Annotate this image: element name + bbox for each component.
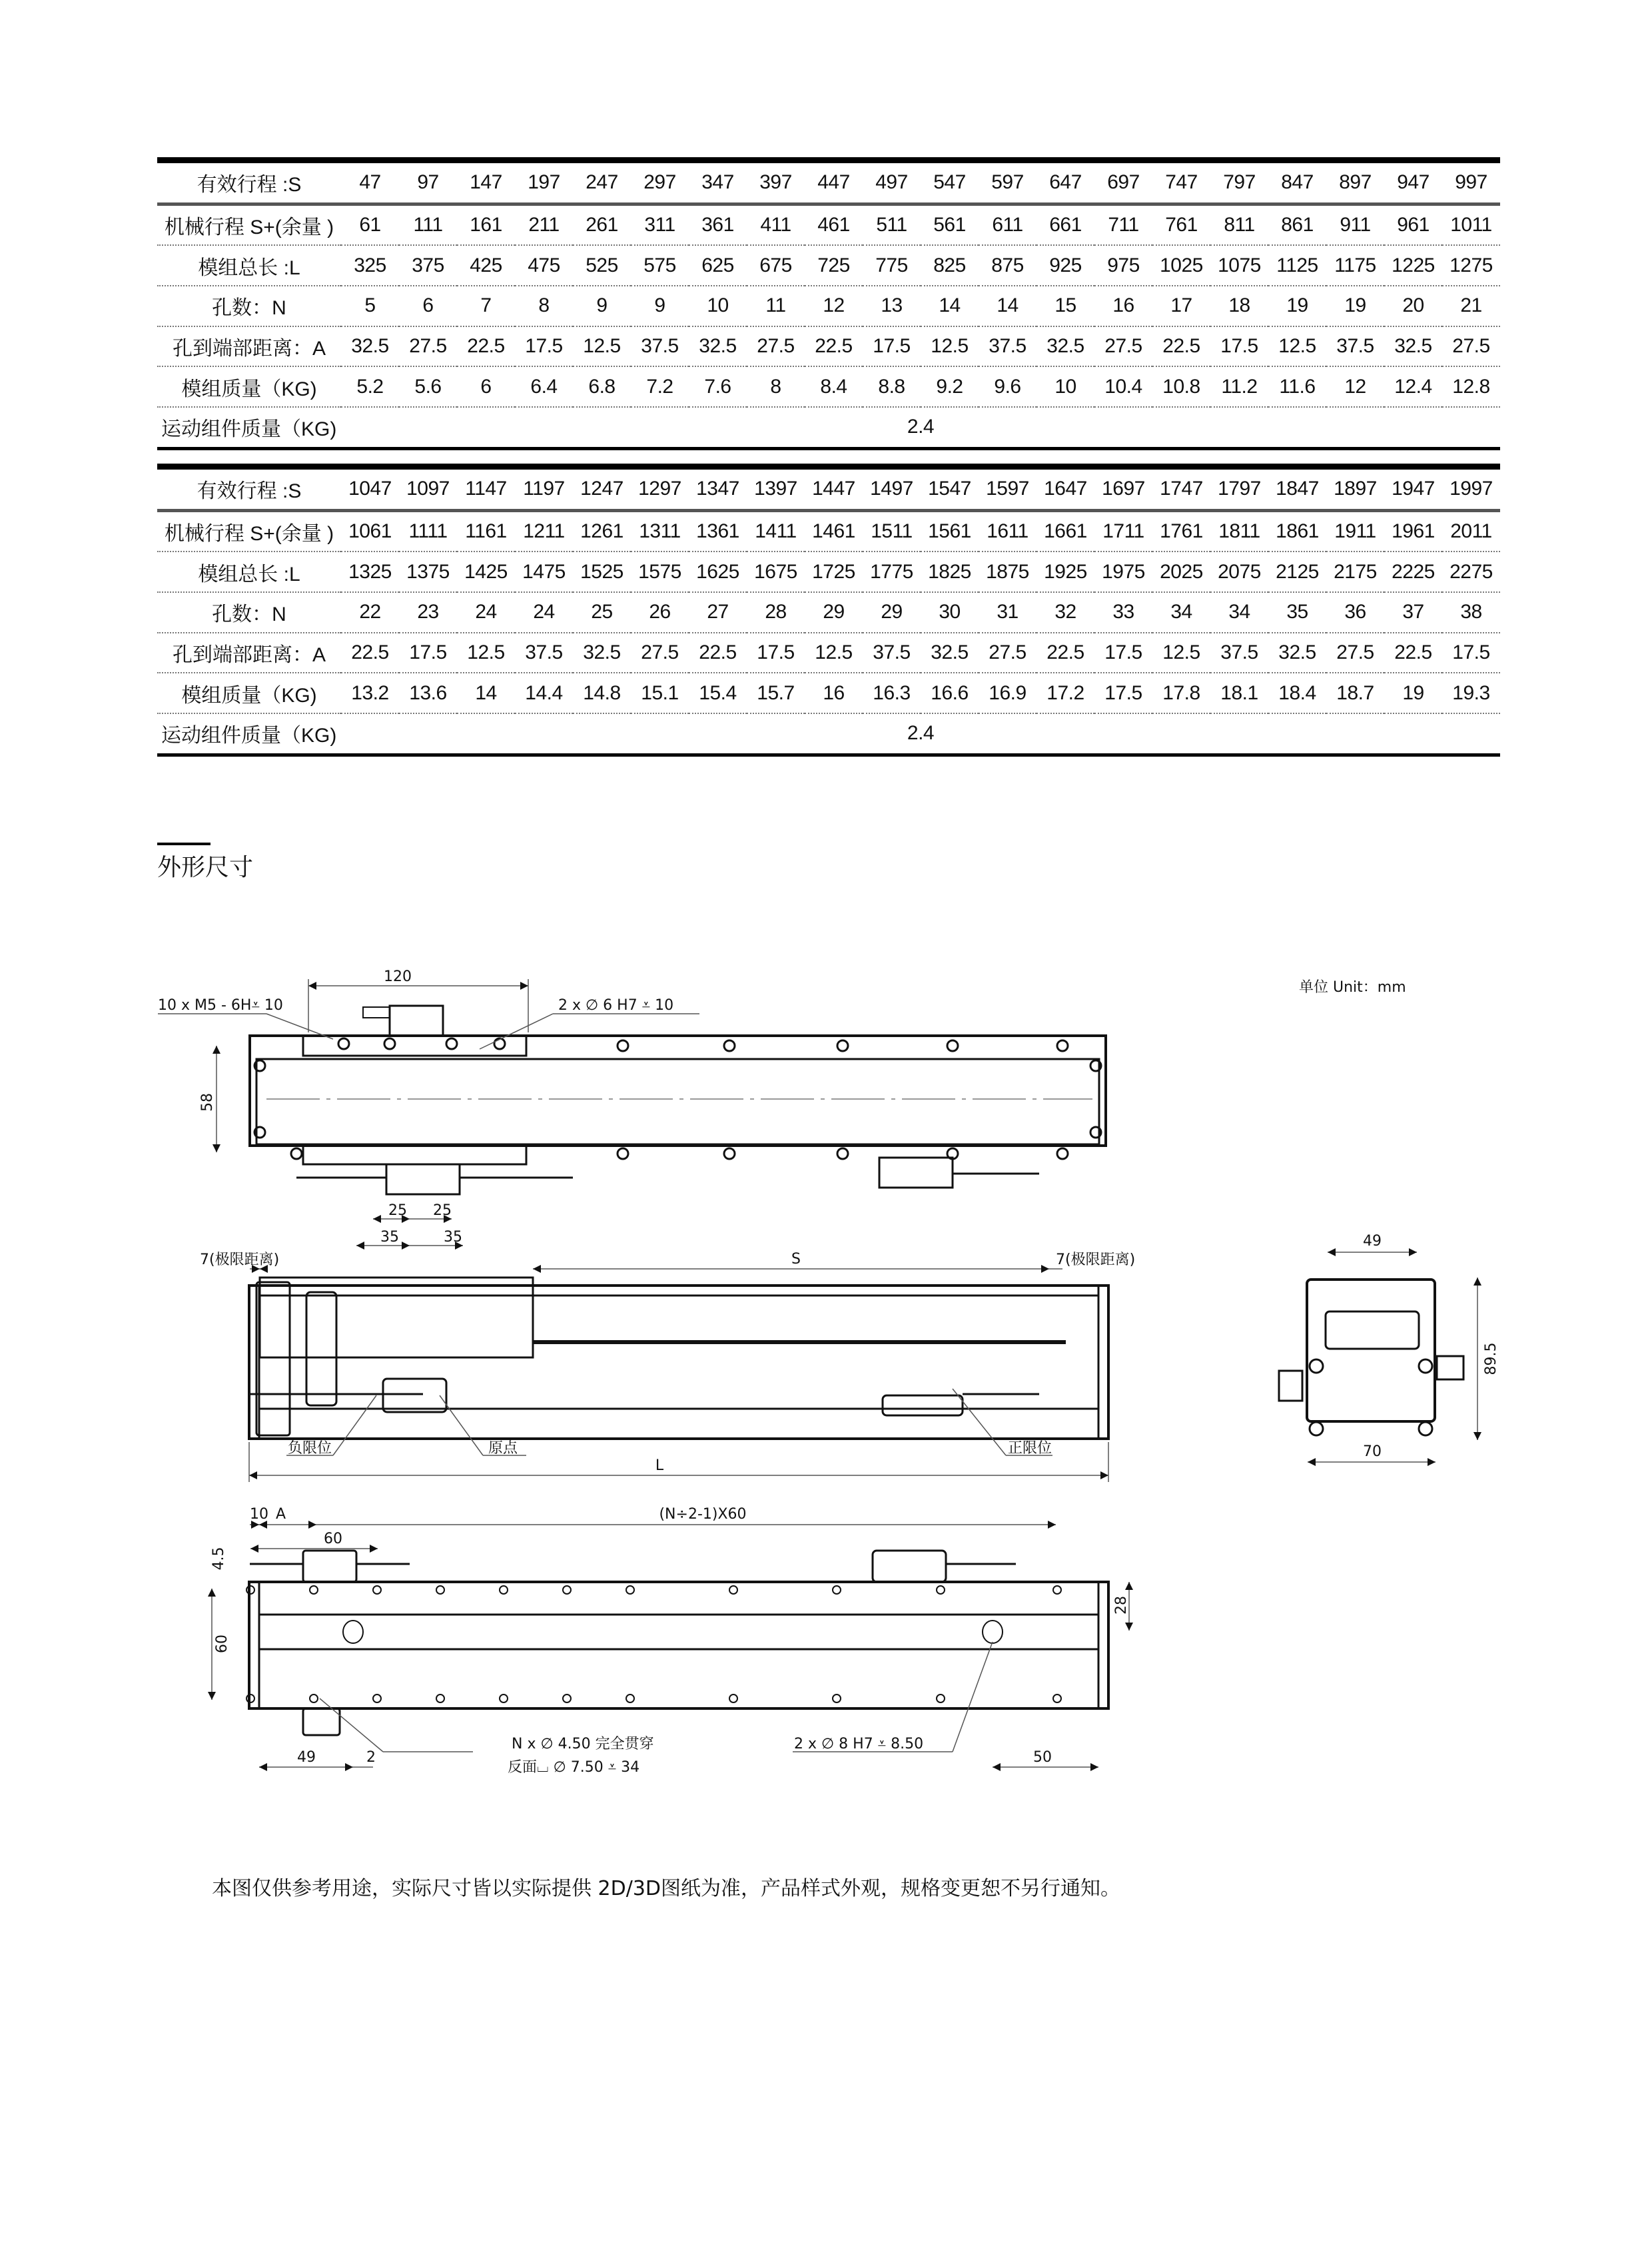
cell: 37.5 [515, 633, 573, 673]
dim-s: S [791, 1251, 801, 1268]
dim-89-5: 89.5 [1483, 1342, 1499, 1375]
cell: 747 [1152, 161, 1210, 204]
top-view-dimensions [158, 979, 699, 1246]
cell: 1925 [1036, 552, 1094, 592]
cell: 10.4 [1094, 366, 1152, 407]
cell: 20 [1384, 286, 1442, 326]
cell: 61 [341, 204, 399, 245]
cell: 32.5 [921, 633, 979, 673]
cell: 211 [515, 204, 573, 245]
cell: 325 [341, 245, 399, 286]
dim-49-end: 49 [1363, 1233, 1382, 1250]
cell: 247 [573, 161, 631, 204]
cell: 15.7 [747, 673, 805, 713]
cell: 2175 [1326, 552, 1384, 592]
cell: 347 [689, 161, 747, 204]
cell: 1161 [457, 510, 515, 552]
cell: 32 [1036, 592, 1094, 633]
cell: 17.5 [863, 326, 921, 367]
cell: 1911 [1326, 510, 1384, 552]
cell: 9.6 [979, 366, 1036, 407]
cell: 861 [1268, 204, 1326, 245]
dim-28: 28 [1113, 1596, 1130, 1615]
cell: 1825 [921, 552, 979, 592]
cell: 497 [863, 161, 921, 204]
cell: 1561 [921, 510, 979, 552]
cell: 311 [631, 204, 689, 245]
dim-120: 120 [384, 968, 412, 985]
cell: 1997 [1442, 467, 1500, 511]
cell: 1475 [515, 552, 573, 592]
cell: 1611 [979, 510, 1036, 552]
cell: 1211 [515, 510, 573, 552]
cell: 17.2 [1036, 673, 1094, 713]
cell: 675 [747, 245, 805, 286]
cell: 12.4 [1384, 366, 1442, 407]
cell: 32.5 [573, 633, 631, 673]
cell: 18.4 [1268, 673, 1326, 713]
cell: 447 [805, 161, 863, 204]
row-label: 机械行程 S+(余量 ) [157, 510, 341, 552]
cell: 32.5 [341, 326, 399, 367]
cell: 10.8 [1152, 366, 1210, 407]
cell: 625 [689, 245, 747, 286]
limit-distance-right: 7(极限距离) [1056, 1252, 1136, 1268]
dim-70: 70 [1363, 1443, 1382, 1460]
moving-mass-value: 2.4 [341, 407, 1500, 448]
cell: 1861 [1268, 510, 1326, 552]
cell: 14 [979, 286, 1036, 326]
row-label: 有效行程 :S [157, 161, 341, 204]
cell: 18 [1210, 286, 1268, 326]
row-label: 孔数：N [157, 286, 341, 326]
cell: 1247 [573, 467, 631, 511]
label-origin: 原点 [488, 1440, 518, 1457]
cell: 15.1 [631, 673, 689, 713]
cell: 1075 [1210, 245, 1268, 286]
cell: 1061 [341, 510, 399, 552]
cell: 6.4 [515, 366, 573, 407]
cell: 32.5 [1036, 326, 1094, 367]
cell: 711 [1094, 204, 1152, 245]
cell: 23 [399, 592, 457, 633]
cell: 19 [1384, 673, 1442, 713]
cell: 1361 [689, 510, 747, 552]
cell: 411 [747, 204, 805, 245]
cell: 17.5 [1094, 673, 1152, 713]
cell: 25 [573, 592, 631, 633]
cell: 5.6 [399, 366, 457, 407]
dim-25-right: 25 [433, 1202, 452, 1219]
cell: 475 [515, 245, 573, 286]
cell: 147 [457, 161, 515, 204]
cell: 12.5 [921, 326, 979, 367]
cell: 1575 [631, 552, 689, 592]
cell: 27.5 [1094, 326, 1152, 367]
cell: 18.7 [1326, 673, 1384, 713]
cell: 27.5 [631, 633, 689, 673]
cell: 34 [1210, 592, 1268, 633]
cell: 1875 [979, 552, 1036, 592]
cell: 12 [1326, 366, 1384, 407]
cell: 22.5 [457, 326, 515, 367]
cell: 37.5 [1326, 326, 1384, 367]
cell: 197 [515, 161, 573, 204]
cell: 375 [399, 245, 457, 286]
cell: 1411 [747, 510, 805, 552]
callout-pin-holes: 2 x ∅ 6 H7 ⩡ 10 [558, 997, 674, 1014]
cell: 5.2 [341, 366, 399, 407]
dim-58: 58 [199, 1093, 216, 1112]
cell: 6 [457, 366, 515, 407]
cell: 16 [805, 673, 863, 713]
cell: 17.5 [1210, 326, 1268, 367]
disclaimer-footnote: 本图仅供参考用途，实际尺寸皆以实际提供 2D/3D图纸为准，产品样式外观，规格变更恕不另行通知。 [212, 1877, 1121, 1900]
cell: 1847 [1268, 467, 1326, 511]
cell: 1261 [573, 510, 631, 552]
moving-mass-value: 2.4 [341, 713, 1500, 755]
cell: 761 [1152, 204, 1210, 245]
dim-35-left: 35 [380, 1229, 399, 1246]
cell: 12.5 [1268, 326, 1326, 367]
cell: 37.5 [979, 326, 1036, 367]
cell: 2225 [1384, 552, 1442, 592]
cell: 461 [805, 204, 863, 245]
cell: 17.8 [1152, 673, 1210, 713]
cell: 17.5 [747, 633, 805, 673]
cell: 875 [979, 245, 1036, 286]
cell: 37 [1384, 592, 1442, 633]
cell: 27 [689, 592, 747, 633]
cell: 1447 [805, 467, 863, 511]
cell: 611 [979, 204, 1036, 245]
side-view-dimensions [249, 1269, 1108, 1482]
cell: 1647 [1036, 467, 1094, 511]
cell: 8.4 [805, 366, 863, 407]
cell: 18.1 [1210, 673, 1268, 713]
cell: 1661 [1036, 510, 1094, 552]
cell: 38 [1442, 592, 1500, 633]
cell: 1111 [399, 510, 457, 552]
cell: 27.5 [747, 326, 805, 367]
cell: 1197 [515, 467, 573, 511]
cell: 14 [457, 673, 515, 713]
cell: 27.5 [1326, 633, 1384, 673]
cell: 1311 [631, 510, 689, 552]
cell: 1097 [399, 467, 457, 511]
side-view [249, 1278, 1108, 1439]
cell: 1497 [863, 467, 921, 511]
cell: 1961 [1384, 510, 1442, 552]
cell: 2075 [1210, 552, 1268, 592]
cell: 1275 [1442, 245, 1500, 286]
label-positive-limit: 正限位 [1008, 1440, 1052, 1457]
cell: 33 [1094, 592, 1152, 633]
cell: 16.6 [921, 673, 979, 713]
cell: 775 [863, 245, 921, 286]
cell: 975 [1094, 245, 1152, 286]
cell: 19.3 [1442, 673, 1500, 713]
cell: 12.8 [1442, 366, 1500, 407]
cell: 27.5 [399, 326, 457, 367]
row-label: 孔到端部距离：A [157, 326, 341, 367]
cell: 8 [747, 366, 805, 407]
cell: 22.5 [1036, 633, 1094, 673]
cell: 7.2 [631, 366, 689, 407]
cell: 24 [457, 592, 515, 633]
cell: 17.5 [399, 633, 457, 673]
cell: 1797 [1210, 467, 1268, 511]
cell: 7.6 [689, 366, 747, 407]
cell: 22.5 [341, 633, 399, 673]
cell: 14.4 [515, 673, 573, 713]
cell: 6.8 [573, 366, 631, 407]
dim-50: 50 [1033, 1749, 1052, 1766]
cell: 961 [1384, 204, 1442, 245]
cell: 9 [631, 286, 689, 326]
dim-4-5: 4.5 [210, 1547, 227, 1571]
cell: 1697 [1094, 467, 1152, 511]
cell: 997 [1442, 161, 1500, 204]
cell: 1397 [747, 467, 805, 511]
cell: 16 [1094, 286, 1152, 326]
cell: 1897 [1326, 467, 1384, 511]
cell: 29 [863, 592, 921, 633]
cell: 12.5 [805, 633, 863, 673]
dim-35-right: 35 [444, 1229, 462, 1246]
cell: 9.2 [921, 366, 979, 407]
cell: 27.5 [979, 633, 1036, 673]
cell: 1525 [573, 552, 631, 592]
dim-60-top: 60 [324, 1531, 342, 1547]
cell: 647 [1036, 161, 1094, 204]
cell: 24 [515, 592, 573, 633]
cell: 297 [631, 161, 689, 204]
cell: 1425 [457, 552, 515, 592]
cell: 561 [921, 204, 979, 245]
cell: 1675 [747, 552, 805, 592]
callout-pin-holes-bottom: 2 x ∅ 8 H7 ⩡ 8.50 [794, 1736, 924, 1752]
cell: 1947 [1384, 467, 1442, 511]
cell: 97 [399, 161, 457, 204]
dim-a: A [276, 1506, 286, 1523]
row-label: 运动组件质量（KG) [157, 407, 341, 448]
cell: 22.5 [689, 633, 747, 673]
cell: 31 [979, 592, 1036, 633]
cell: 47 [341, 161, 399, 204]
cell: 15.4 [689, 673, 747, 713]
cell: 19 [1326, 286, 1384, 326]
cell: 10 [1036, 366, 1094, 407]
dim-hole-pitch: (N÷2-1)X60 [659, 1506, 747, 1523]
row-label: 模组质量（KG) [157, 366, 341, 407]
cell: 21 [1442, 286, 1500, 326]
cell: 17.5 [1094, 633, 1152, 673]
cell: 1375 [399, 552, 457, 592]
row-label: 运动组件质量（KG) [157, 713, 341, 755]
cell: 1625 [689, 552, 747, 592]
cell: 847 [1268, 161, 1326, 204]
cell: 811 [1210, 204, 1268, 245]
cell: 28 [747, 592, 805, 633]
cell: 1325 [341, 552, 399, 592]
cell: 1125 [1268, 245, 1326, 286]
cell: 22.5 [1384, 633, 1442, 673]
cell: 1775 [863, 552, 921, 592]
cell: 1175 [1326, 245, 1384, 286]
unit-label: 单位 Unit：mm [1299, 979, 1406, 996]
cell: 17.5 [1442, 633, 1500, 673]
dim-60-side: 60 [214, 1635, 230, 1653]
cell: 32.5 [689, 326, 747, 367]
row-label: 模组质量（KG) [157, 673, 341, 713]
cell: 525 [573, 245, 631, 286]
bottom-view-holes [246, 1586, 1061, 1702]
cell: 32.5 [1268, 633, 1326, 673]
cell: 1811 [1210, 510, 1268, 552]
cell: 2125 [1268, 552, 1326, 592]
cell: 26 [631, 592, 689, 633]
cell: 1761 [1152, 510, 1210, 552]
cell: 1511 [863, 510, 921, 552]
cell: 16.9 [979, 673, 1036, 713]
cell: 1047 [341, 467, 399, 511]
cell: 1547 [921, 467, 979, 511]
cell: 13.6 [399, 673, 457, 713]
dim-10: 10 [250, 1506, 268, 1523]
cell: 32.5 [1384, 326, 1442, 367]
cell: 825 [921, 245, 979, 286]
cell: 12.5 [573, 326, 631, 367]
cell: 12 [805, 286, 863, 326]
cell: 12.5 [457, 633, 515, 673]
cell: 725 [805, 245, 863, 286]
cell: 15 [1036, 286, 1094, 326]
cell: 13.2 [341, 673, 399, 713]
row-label: 机械行程 S+(余量 ) [157, 204, 341, 245]
row-label: 模组总长 :L [157, 245, 341, 286]
cell: 11 [747, 286, 805, 326]
cell: 1461 [805, 510, 863, 552]
end-view [1279, 1280, 1463, 1435]
cell: 2025 [1152, 552, 1210, 592]
cell: 697 [1094, 161, 1152, 204]
cell: 19 [1268, 286, 1326, 326]
bottom-view-dimensions [212, 1525, 1129, 1767]
dim-2: 2 [366, 1749, 376, 1766]
cell: 1347 [689, 467, 747, 511]
cell: 35 [1268, 592, 1326, 633]
section-title: 外形尺寸 [157, 854, 254, 881]
cell: 911 [1326, 204, 1384, 245]
cell: 36 [1326, 592, 1384, 633]
row-label: 模组总长 :L [157, 552, 341, 592]
limit-distance-left: 7(极限距离) [200, 1252, 280, 1268]
cell: 111 [399, 204, 457, 245]
cell: 6 [399, 286, 457, 326]
cell: 547 [921, 161, 979, 204]
cell: 797 [1210, 161, 1268, 204]
cell: 11.2 [1210, 366, 1268, 407]
cell: 8 [515, 286, 573, 326]
top-view [250, 1006, 1106, 1194]
cell: 1975 [1094, 552, 1152, 592]
callout-through-holes: N x ∅ 4.50 完全贯穿 [512, 1736, 654, 1752]
cell: 14.8 [573, 673, 631, 713]
cell: 597 [979, 161, 1036, 204]
cell: 5 [341, 286, 399, 326]
cell: 1011 [1442, 204, 1500, 245]
cell: 661 [1036, 204, 1094, 245]
cell: 1225 [1384, 245, 1442, 286]
cell: 1297 [631, 467, 689, 511]
cell: 897 [1326, 161, 1384, 204]
cell: 7 [457, 286, 515, 326]
row-label: 有效行程 :S [157, 467, 341, 511]
cell: 8.8 [863, 366, 921, 407]
cell: 37.5 [631, 326, 689, 367]
cell: 947 [1384, 161, 1442, 204]
cell: 14 [921, 286, 979, 326]
cell: 425 [457, 245, 515, 286]
cell: 1725 [805, 552, 863, 592]
cell: 397 [747, 161, 805, 204]
cell: 16.3 [863, 673, 921, 713]
row-label: 孔到端部距离：A [157, 633, 341, 673]
cell: 11.6 [1268, 366, 1326, 407]
dim-25-left: 25 [388, 1202, 407, 1219]
cell: 1711 [1094, 510, 1152, 552]
cell: 2011 [1442, 510, 1500, 552]
cell: 34 [1152, 592, 1210, 633]
cell: 22 [341, 592, 399, 633]
cell: 9 [573, 286, 631, 326]
cell: 10 [689, 286, 747, 326]
cell: 22.5 [1152, 326, 1210, 367]
cell: 161 [457, 204, 515, 245]
cell: 37.5 [863, 633, 921, 673]
cell: 1147 [457, 467, 515, 511]
cell: 27.5 [1442, 326, 1500, 367]
cell: 1025 [1152, 245, 1210, 286]
cell: 261 [573, 204, 631, 245]
label-negative-limit: 负限位 [288, 1440, 332, 1457]
cell: 12.5 [1152, 633, 1210, 673]
cell: 1597 [979, 467, 1036, 511]
cell: 925 [1036, 245, 1094, 286]
cell: 575 [631, 245, 689, 286]
cell: 22.5 [805, 326, 863, 367]
bottom-view [249, 1551, 1108, 1735]
cell: 37.5 [1210, 633, 1268, 673]
row-label: 孔数：N [157, 592, 341, 633]
dim-l: L [655, 1457, 664, 1474]
cell: 29 [805, 592, 863, 633]
cell: 511 [863, 204, 921, 245]
cell: 361 [689, 204, 747, 245]
dim-49-bottom: 49 [297, 1749, 316, 1766]
callout-counterbore: 反面⌴ ∅ 7.50 ⩡ 34 [508, 1759, 640, 1776]
cell: 1747 [1152, 467, 1210, 511]
callout-tapped-holes: 10 x M5 - 6H⩡ 10 [158, 997, 283, 1014]
cell: 17.5 [515, 326, 573, 367]
cell: 2275 [1442, 552, 1500, 592]
cell: 17 [1152, 286, 1210, 326]
cell: 30 [921, 592, 979, 633]
cell: 13 [863, 286, 921, 326]
